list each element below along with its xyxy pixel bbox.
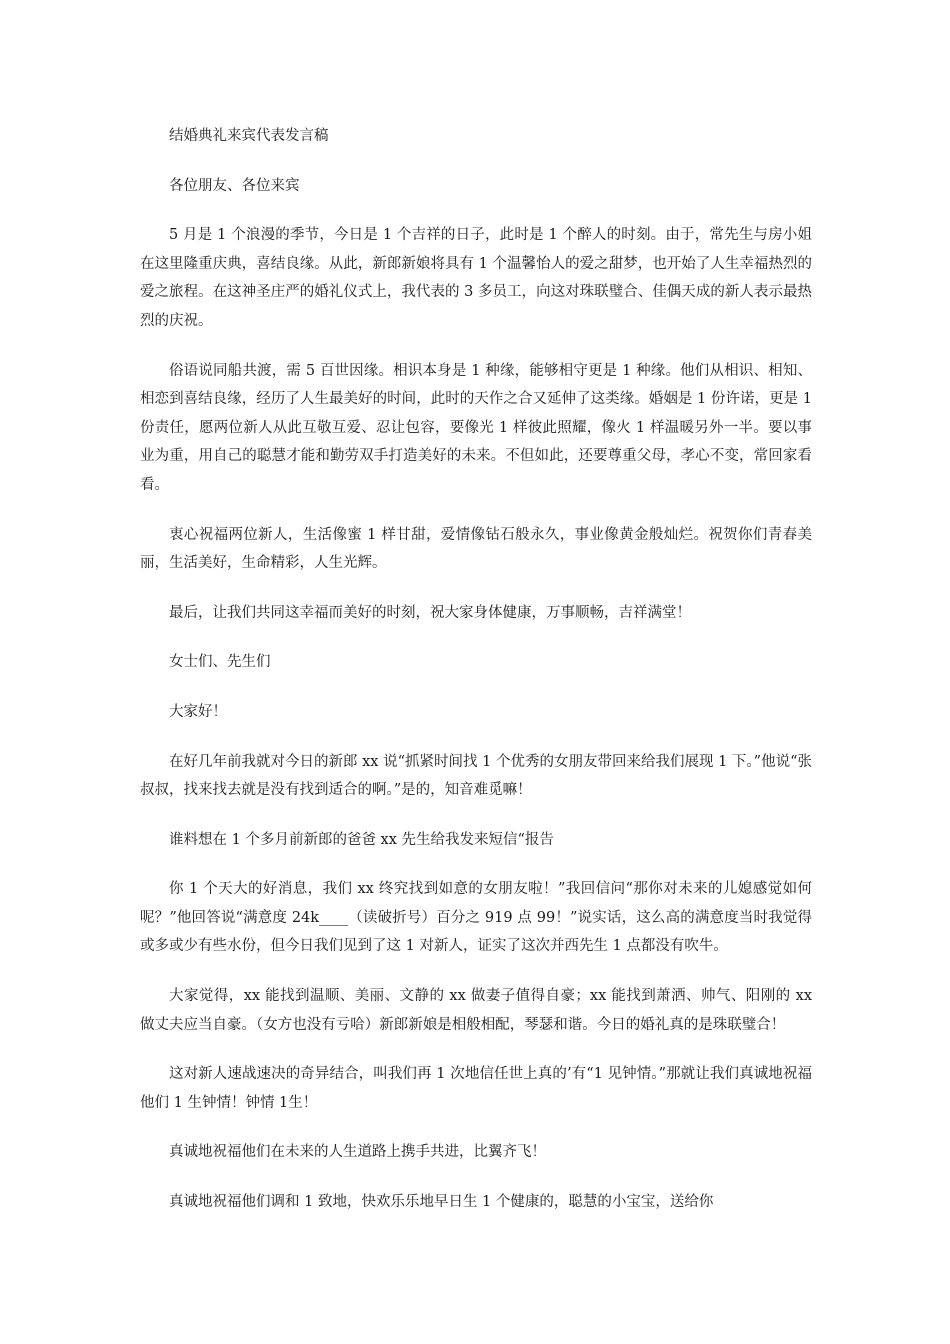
paragraph: 大家好！: [169, 703, 227, 720]
paragraph: 5 月是 1 个浪漫的季节，今日是 1 个吉祥的日子，此时是 1 个醉人的时刻。由于，常先生与房小姐在这里隆重庆典，喜结良缘。从此，新郎新娘将具有 1 个温馨怡人的爱之甜梦，也开始了人生幸福热烈的爱之旅程。在这神圣庄严的婚礼仪式上，我代表的 3 多员工，向这对珠联璧合、佳偶天成的新人表示最热烈的庆祝。: [140, 227, 812, 329]
paragraph: 最后，让我们共同这幸福而美好的时刻，祝大家身体健康，万事顺畅，吉祥满堂！: [169, 604, 691, 621]
document-title: 结婚典礼来宾代表发言稿: [169, 128, 329, 144]
paragraph: 真诚地祝福他们调和 1 致地，快欢乐乐地早日生 1 个健康的，聪慧的小宝宝，送给你: [169, 1194, 714, 1211]
paragraph: 俗语说同船共渡，需 5 百世因缘。相识本身是 1 种缘，能够相守更是 1 种缘。他们从相识、相知、相恋到喜结良缘，经历了人生最美好的时间，此时的天作之合又延伸了这类缘。婚姻是 1 份许诺，更是 1 份责任，愿两位新人从此互敬互爱、忍让包容，要像光 1 样彼此照耀，像火 1 样温暖另外一半。要以事业为重，用自己的聪慧才能和勤劳双手打造美好的未来。不但如此，还要尊重父母，孝心不变，常回家看看。: [140, 362, 812, 493]
paragraph: 真诚地祝福他们在未来的人生道路上携手共进，比翼齐飞！: [169, 1144, 546, 1161]
paragraph: 各位朋友、各位来宾: [169, 177, 300, 194]
paragraph: 女士们、先生们: [169, 654, 271, 671]
paragraph: 衷心祝福两位新人，生活像蜜 1 样甘甜，爱情像钻石般永久，事业像黄金般灿烂。祝贺你们青春美丽，生活美好，生命精彩，人生光辉。: [140, 526, 812, 572]
paragraph: 谁料想在 1 个多月前新郎的爸爸 xx 先生给我发来短信“报告: [169, 831, 554, 848]
document-body: [140, 122, 812, 1238]
paragraph: 你 1 个天大的好消息，我们 xx 终究找到如意的女朋友啦！”我回信问“那你对未来的儿媳感觉如何呢？”他回答说“满意度 24k____（读破折号）百分之 919 点 99！”说实话，这么高的满意度当时我觉得或多或少有些水份，但今日我们见到了这 1 对新人，证实了这次并西先生 1 点都没有吹牛。: [140, 881, 812, 955]
paragraph: 大家觉得，xx 能找到温顺、美丽、文静的 xx 做妻子值得自豪；xx 能找到萧洒、帅气、阳刚的 xx 做丈夫应当自豪。（女方也没有亏哈）新郎新娘是相般相配，琴瑟和谐。今日的婚礼真的是珠联璧合！: [140, 988, 812, 1033]
paragraph: 这对新人速战速决的奇异结合，叫我们再 1 次地信任世上真的’有“1 见钟情。”那就让我们真诚地祝福他们 1 生钟情！钟情 1生！: [140, 1066, 812, 1111]
paragraph: 在好几年前我就对今日的新郎 xx 说“抓紧时间找 1 个优秀的女朋友带回来给我们展现 1 下。”他说“张叔叔，找来找去就是没有找到适合的啊。”是的，知音难觅嘛！: [140, 753, 812, 799]
